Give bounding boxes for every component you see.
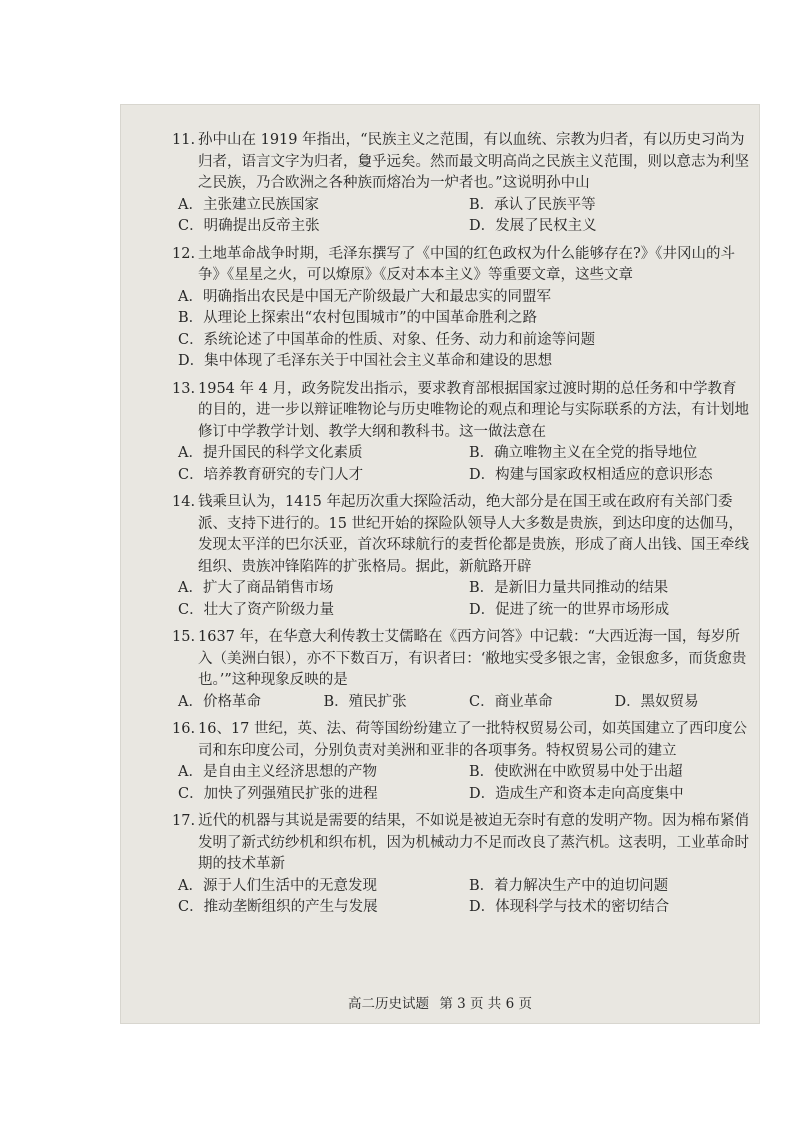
question-text: 土地革命战争时期，毛泽东撰写了《中国的红色政权为什么能够存在?》《井冈山的斗争》《星星之火，可以燎原》《反对本本主义》等重要文章，这些文章 bbox=[198, 245, 736, 283]
question-list bbox=[172, 130, 750, 925]
option-list bbox=[172, 692, 750, 714]
question-text: 钱乘旦认为，1415 年起历次重大探险活动，绝大部分是在国王或在政府有关部门委派、支持下进行的。15 世纪开始的探险队领导人大多数是贵族，到达印度的达伽马，发现太平洋的巴尔沃亚，首次环球航行的麦哲伦都是贵族，形成了商人出钱、国王牵线组织、贵族冲锋陷阵的扩张格局。据此，新航路开辟 bbox=[198, 494, 749, 575]
question-number: 11. bbox=[172, 132, 196, 148]
option-c[interactable]: C．推动垄断组织的产生与发展 bbox=[178, 899, 378, 915]
option-c[interactable]: C．加快了列强殖民扩张的进程 bbox=[178, 785, 378, 802]
option-list bbox=[172, 287, 750, 373]
question-15 bbox=[172, 627, 750, 713]
question-11 bbox=[172, 130, 750, 238]
option-d[interactable]: D．构建与国家政权相适应的意识形态 bbox=[469, 466, 713, 483]
option-c[interactable]: C．壮大了资产阶级力量 bbox=[178, 601, 335, 618]
question-number: 12. bbox=[172, 245, 196, 262]
option-b[interactable]: B．是新旧力量共同推动的结果 bbox=[469, 580, 669, 596]
option-list bbox=[172, 195, 750, 238]
page-footer bbox=[120, 992, 760, 1012]
question-text: 近代的机器与其说是需要的结果，不如说是被迫无奈时有意的发明产物。因为棉布紧俏发明了新式纺纱机和织布机，因为机械动力不足而改良了蒸汽机。这表明，工业革命时期的技术革新 bbox=[198, 813, 749, 872]
question-number: 16. bbox=[172, 721, 196, 737]
question-number: 14. bbox=[172, 494, 196, 510]
question-stem bbox=[172, 627, 750, 692]
option-a[interactable]: A．主张建立民族国家 bbox=[178, 196, 319, 213]
question-number: 13. bbox=[172, 380, 196, 397]
option-c[interactable]: C．培养教育研究的专门人才 bbox=[178, 466, 364, 483]
exam-name: 高二历史试题 bbox=[348, 996, 430, 1012]
option-d[interactable]: D．发展了民权主义 bbox=[469, 218, 597, 234]
option-list bbox=[172, 876, 750, 919]
option-c[interactable]: C．系统论述了中国革命的性质、对象、任务、动力和前途等问题 bbox=[178, 331, 596, 348]
option-b[interactable]: B．承认了民族平等 bbox=[469, 196, 596, 213]
option-a[interactable]: A．价格革命 bbox=[178, 693, 261, 710]
question-number: 17. bbox=[172, 813, 196, 829]
exam-page bbox=[120, 104, 760, 1024]
option-c[interactable]: C．明确提出反帝主张 bbox=[178, 218, 320, 234]
option-d[interactable]: D．体现科学与技术的密切结合 bbox=[469, 899, 670, 915]
option-list bbox=[172, 762, 750, 805]
question-stem bbox=[172, 130, 750, 195]
option-a[interactable]: A．源于人们生活中的无意发现 bbox=[178, 877, 377, 894]
option-a[interactable]: A．是自由主义经济思想的产物 bbox=[178, 764, 377, 780]
option-d[interactable]: D．集中体现了毛泽东关于中国社会主义革命和建设的思想 bbox=[178, 353, 553, 369]
option-a[interactable]: A．明确指出农民是中国无产阶级最广大和最忠实的同盟军 bbox=[178, 288, 551, 305]
question-12 bbox=[172, 244, 750, 373]
question-17 bbox=[172, 811, 750, 919]
option-b[interactable]: B．从理论上探索出“农村包围城市”的中国革命胜利之路 bbox=[178, 310, 537, 326]
page-number: 第 3 页 共 6 页 bbox=[439, 996, 532, 1012]
option-list bbox=[172, 578, 750, 621]
option-d[interactable]: D．造成生产和资本走向高度集中 bbox=[469, 785, 684, 802]
option-d[interactable]: D．黑奴贸易 bbox=[614, 693, 699, 710]
option-list bbox=[172, 443, 750, 486]
option-a[interactable]: A．扩大了商品销售市场 bbox=[178, 580, 334, 596]
question-stem bbox=[172, 719, 750, 762]
question-stem bbox=[172, 811, 750, 876]
question-text: 1637 年，在华意大利传教士艾儒略在《西方问答》中记载：“大西近海一国，每岁所入（美洲白银），亦不下数百万，有识者曰：‘敝地实受多银之害，金银愈多，而货愈贵也。’”这种现象反映的是 bbox=[198, 629, 747, 688]
option-b[interactable]: B．着力解决生产中的迫切问题 bbox=[469, 877, 669, 894]
question-13 bbox=[172, 379, 750, 487]
question-text: 孙中山在 1919 年指出，“民族主义之范围，有以血统、宗教为归者，有以历史习尚为归者，语言文字为归者，敻乎远矣。然而最文明高尚之民族主义范围，则以意志为利坚之民族，乃合欧洲之各种族而熔冶为一炉者也。”这说明孙中山 bbox=[198, 132, 749, 191]
option-b[interactable]: B．使欧洲在中欧贸易中处于出超 bbox=[469, 764, 683, 780]
question-stem bbox=[172, 379, 750, 444]
option-b[interactable]: B．殖民扩张 bbox=[323, 693, 407, 710]
question-number: 15. bbox=[172, 629, 196, 645]
question-text: 1954 年 4 月，政务院发出指示，要求教育部根据国家过渡时期的总任务和中学教育的目的，进一步以辩证唯物论与历史唯物论的观点和理论与实际联系的方法，有计划地修订中学教学计划、教学大纲和教科书。这一做法意在 bbox=[198, 380, 749, 440]
question-text: 16、17 世纪，英、法、荷等国纷纷建立了一批特权贸易公司，如英国建立了西印度公司和东印度公司，分别负责对美洲和亚非的各项事务。特权贸易公司的建立 bbox=[198, 721, 748, 759]
question-stem bbox=[172, 492, 750, 578]
question-14 bbox=[172, 492, 750, 621]
question-stem bbox=[172, 244, 750, 287]
option-b[interactable]: B．确立唯物主义在全党的指导地位 bbox=[469, 445, 698, 461]
option-d[interactable]: D．促进了统一的世界市场形成 bbox=[469, 601, 670, 618]
option-c[interactable]: C．商业革命 bbox=[469, 693, 553, 710]
question-16 bbox=[172, 719, 750, 805]
option-a[interactable]: A．提升国民的科学文化素质 bbox=[178, 445, 363, 461]
